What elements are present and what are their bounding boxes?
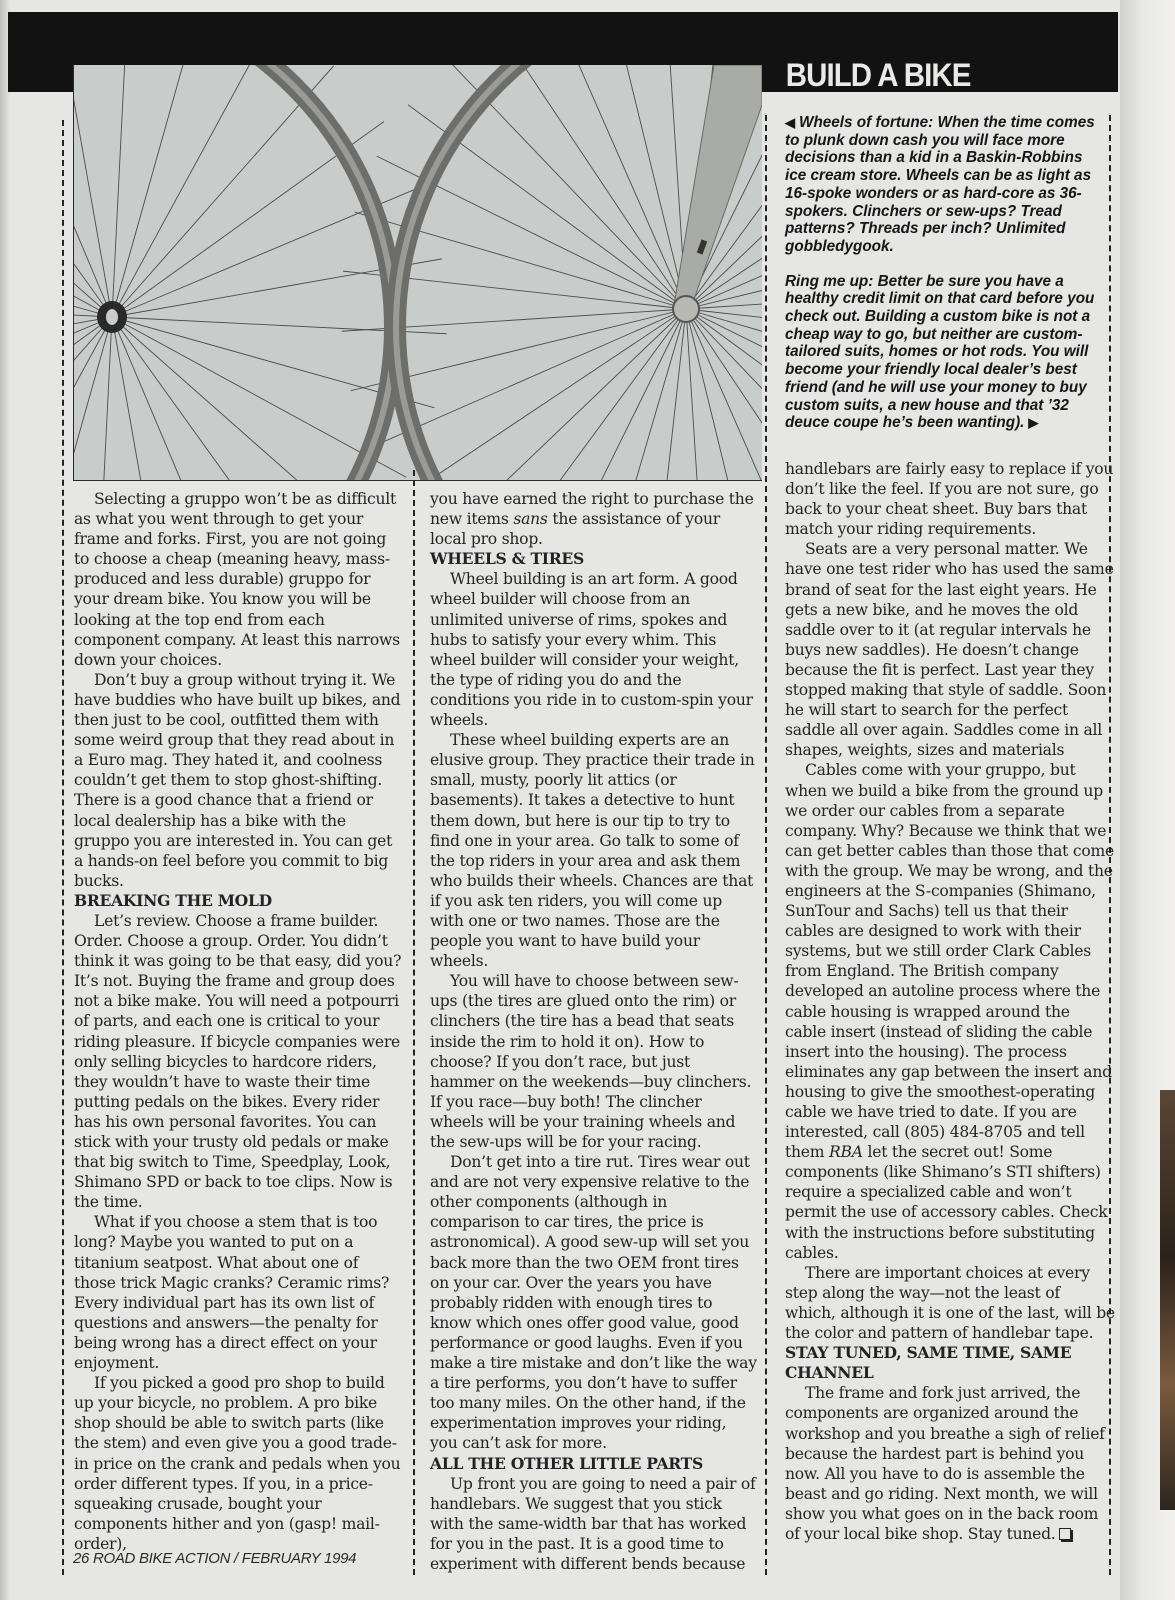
right-arrow-icon: ▶ — [1028, 415, 1039, 431]
article-column-2 — [430, 489, 758, 1574]
paragraph: The frame and fork just arrived, the components are organized around the workshop and you breathe a sigh of relief because the hardest part is behind you now. All you have to do is assemble the beast and go riding. Next month, we will show you what goes on in the back room of your local bike shop. Stay tuned. — [785, 1384, 1105, 1543]
section-title: BUILD A BIKE — [760, 58, 1089, 92]
wheels-illustration — [74, 65, 762, 480]
column-divider-right — [765, 115, 767, 1575]
paragraph: Let’s review. Choose a frame builder. Order. Choose a group. Order. You didn’t think it was going to be that easy, did you? It’s not. Buying the frame and group does not a bike make. You will need a potpourri of parts, and each one is critical to your riding pleasure. If bicycle companies were only selling bicycles to hardcore riders, they wouldn’t have to waste their time putting pedals on the bikes. Every rider has his own personal favorites. You can stick with your trusty old pedals or make that big switch to Time, Speedplay, Look, Shimano SPD or back to toe clips. Now is the time. — [74, 911, 402, 1212]
subheading-breaking-the-mold: BREAKING THE MOLD — [74, 890, 272, 910]
paragraph: handlebars are fairly easy to replace if you don’t like the feel. If you are not sure, go back to your cheat sheet. Buy bars that match your riding requirements. — [785, 460, 1114, 539]
caption-wheels: ◀ Wheels of fortune: When the time comes to plunk down cash you will face more decisions than a kid in a Baskin-Robbins ice cream store. Wheels can be as light as 16-spoke wonders or as hard-core as 36-spokers. Clinchers or sew-ups? Tread patterns? Threads per inch? Unlimited gobbledygook. — [785, 114, 1095, 255]
paragraph: What if you choose a stem that is too long? Maybe you wanted to put on a titanium seatpost. What about one of those trick Magic cranks? Ceramic rims? Every individual part has its own list of questions and answers—the penalty for being wrong has a direct effect on your enjoyment. — [74, 1213, 390, 1373]
paragraph: You will have to choose between sew-ups (the tires are glued onto the rim) or clinchers (the tire has a bead that seats inside the rim to hold it on). How to choose? If you don’t race, but just hammer on the weekends—buy clinchers. If you race—buy both! The clincher wheels will be your training wheels and the sew-ups will be for your racing. — [430, 972, 752, 1151]
article-column-3 — [785, 459, 1115, 1544]
facing-page-photo-edge — [1160, 1090, 1175, 1510]
facing-page-edge — [1120, 0, 1175, 1600]
front-hub — [673, 296, 699, 322]
paragraph: Seats are a very personal matter. We have one test rider who has used the same brand of seat for the last eight years. He gets a new bike, and he moves the old saddle over to it (at regular intervals he buys new saddles). He doesn’t change because the fit is perfect. Last year they stopped making that style of saddle. Soon he will start to search for the perfect saddle all over again. Saddles come in all shapes, weights, sizes and materials — [785, 540, 1114, 760]
binding-shadow — [0, 0, 10, 1600]
caption-ring-me-up: Ring me up: Better be sure you have a healthy credit limit on that card before you check out. Building a custom bike is not a cheap way to go, but neither are custom-tailored suits, homes or hot rods. You will become your friendly local dealer’s best friend (and he will use your money to buy custom suits, a new house and that ’32 deuce coupe he’s been wanting). ▶ — [785, 272, 1095, 432]
article-column-1 — [74, 489, 402, 1554]
photo-captions — [785, 114, 1101, 432]
subheading-wheels-tires: WHEELS & TIRES — [430, 549, 584, 569]
paragraph: These wheel building experts are an elusive group. They practice their trade in small, musty, poorly lit attics (or basements). It takes a detective to hunt them down, but here is our tip to try to find one in your area. Go talk to some of the top riders in your area and ask them who builds their wheels. Chances are that if you ask ten riders, you will come up with one or two names. Those are the people you want to have build your wheels. — [430, 731, 755, 971]
paragraph: Up front you are going to need a pair of handlebars. We suggest that you stick with the same-width bar that has worked for you in the past. It is a good time to experiment with different bends because — [430, 1474, 756, 1573]
paragraph: Don’t get into a tire rut. Tires wear out and are not very expensive relative to the other components (although in comparison to car tires, the price is astronomical). A good sew-up will set you back more than the two OEM front tires on your car. Over the years you have probably ridden with enough tires to know which ones offer good value, good performance or good laughs. Even if you make a tire mistake and don’t like the way a tire performs, you don’t have to suffer too many miles. On the other hand, if the experimentation improves your riding, you can’t ask for more. — [430, 1153, 757, 1453]
subheading-stay-tuned: STAY TUNED, SAME TIME, SAME CHANNEL — [785, 1343, 1072, 1383]
paragraph: If you picked a good pro shop to build up your bicycle, no problem. A pro bike shop should be able to switch parts (like the stem) and even give you a good trade-in price on the crank and pedals when you order different types. If you, in a price-squeaking crusade, bought your components hither and yon (gasp! mail-order), — [74, 1374, 401, 1553]
paragraph: There are important choices at every step along the way—not the least of which, although it is one of the last, will be the color and pattern of handlebar tape. — [785, 1263, 1115, 1343]
subheading-other-little-parts: ALL THE OTHER LITTLE PARTS — [430, 1453, 703, 1473]
page-folio: 26 ROAD BIKE ACTION / FEBRUARY 1994 — [73, 1550, 357, 1567]
paragraph: Cables come with your gruppo, but when we build a bike from the ground up we order our cables from a separate company. Why? Because we think that we can get better cables than those that come with the group. We may be wrong, and the engineers at the S-companies (Shimano, SunTour and Sachs) tell us that their cables are designed to work with their systems, but we still order Clark Cables from England. The British company developed an autoline process where the cable housing is wrapped around the cable insert (instead of sliding the cable insert into the housing). The process eliminates any gap between the insert and housing to give the smoothest-operating cable we have tried to date. If you are interested, call (805) 484-8705 and tell them RBA let the secret out! Some components (like Shimano’s STI shifters) require a specialized cable and won’t permit the use of accessory cables. Check with the instructions before substituting cables. — [785, 761, 1114, 1262]
paragraph: you have earned the right to purchase the new items sans the assistance of your local pro shop. — [430, 490, 754, 549]
end-of-article-icon — [1059, 1528, 1071, 1540]
column-divider-left — [62, 120, 64, 1575]
left-hub-axle-hole — [106, 309, 118, 325]
column-divider-middle — [413, 470, 415, 1575]
paragraph: Don’t buy a group without trying it. We have buddies who have built up bikes, and then just to be cool, outfitted them with some weird group that they read about in a Euro mag. They hated it, and coolness couldn’t get them to stop ghost-shifting. There is a good chance that a friend or local dealership has a bike with the gruppo you are interested in. You can get a hands-on feel before you commit to big bucks. — [74, 670, 401, 890]
left-arrow-icon: ◀ — [785, 115, 795, 130]
wheels-photo — [73, 65, 762, 481]
paragraph: Wheel building is an art form. A good wheel builder will choose from an unlimited universe of rims, spokes and hubs to satisfy your every whim. This wheel builder will consider your weight, the type of riding you do and the conditions you ride in to custom-spin your wheels. — [430, 570, 753, 730]
paragraph: Selecting a gruppo won’t be as difficult as what you went through to get your frame and forks. First, you are not going to choose a cheap (meaning heavy, mass-produced and less durable) gruppo for your dream bike. You know you will be looking at the top end from each component company. At least this narrows down your choices. — [74, 490, 400, 669]
